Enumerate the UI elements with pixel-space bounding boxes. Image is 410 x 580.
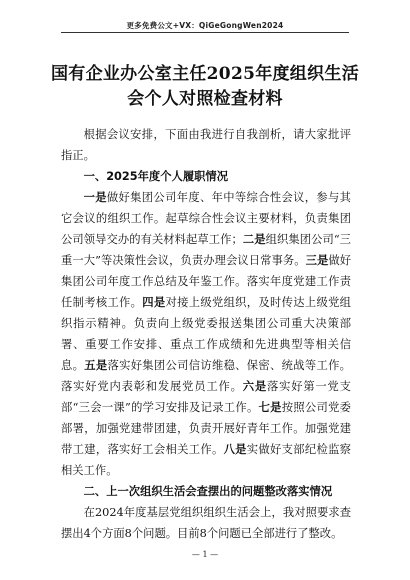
item-5-text: 落实好集团公司信访维稳、保密、统战等工作。落实好党内表彰和发展党员工作。 (61, 359, 351, 393)
item-3-text: 做好集团公司年度工作总结及年鉴工作。落实年度党建工作责任制考核工作。 (61, 254, 351, 309)
section-2-heading: 二、上一次组织生活会查摆出的问题整改落实情况 (83, 485, 333, 498)
document-body (61, 124, 351, 544)
title-line-2: 会个人对照检查材料 (127, 89, 283, 109)
page-number: — 1 — (191, 550, 219, 559)
item-1-text: 做好集团公司年度、年中等综合性会议，参与其它会议的组织工作。起草综合性会议主要材料，负责集团公司领导交办的有关材料起草工作； (61, 191, 351, 246)
title-line-1: 国有企业办公室主任2025年度组织生活 (50, 64, 359, 84)
item-6-text: 落实好第一党支部“三会一课”的学习安排及记录工作。 (61, 380, 351, 414)
section-1-paragraph (61, 187, 351, 481)
header-watermark: 更多免费公文+VX：QiGeGongWen2024 (126, 21, 284, 30)
section-1-heading: 一、2025年度个人履职情况 (83, 170, 229, 183)
item-8-lead: 八是 (223, 442, 247, 456)
section-2-paragraph: 在2024年度基层党组织组织生活会上，我对照要求查摆出4个方面8个问题。目前8个问题已全部进行了整改。 (61, 506, 351, 540)
item-2-text: 组织集团公司“三重一大”等决策性会议，负责办理会议日常事务。 (61, 233, 351, 267)
item-4-text: 对接上级党组织，及时传达上级党组织指示精神。负责向上级党委报送集团公司重大决策部署、重要工作安排、重点工作成绩和先进典型等相关信息。 (61, 296, 351, 372)
item-2-lead: 二是 (242, 232, 266, 246)
header-divider (61, 32, 349, 33)
item-5-lead: 五是 (84, 358, 108, 372)
item-1-lead: 一是 (83, 190, 107, 204)
item-3-lead: 三是 (305, 253, 329, 267)
item-8-text: 实做好支部纪检监察相关工作。 (61, 443, 351, 477)
document-title (40, 62, 370, 112)
intro-paragraph: 根据会议安排，下面由我进行自我剖析，请大家批评指正。 (61, 128, 351, 162)
item-7-text: 按照公司党委部署，加强党建带团建，负责开展好青年工作。加强党建带工建，落实好工会相关工作。 (61, 401, 351, 456)
item-4-lead: 四是 (142, 295, 166, 309)
item-6-lead: 六是 (242, 379, 267, 393)
item-7-lead: 七是 (258, 400, 282, 414)
